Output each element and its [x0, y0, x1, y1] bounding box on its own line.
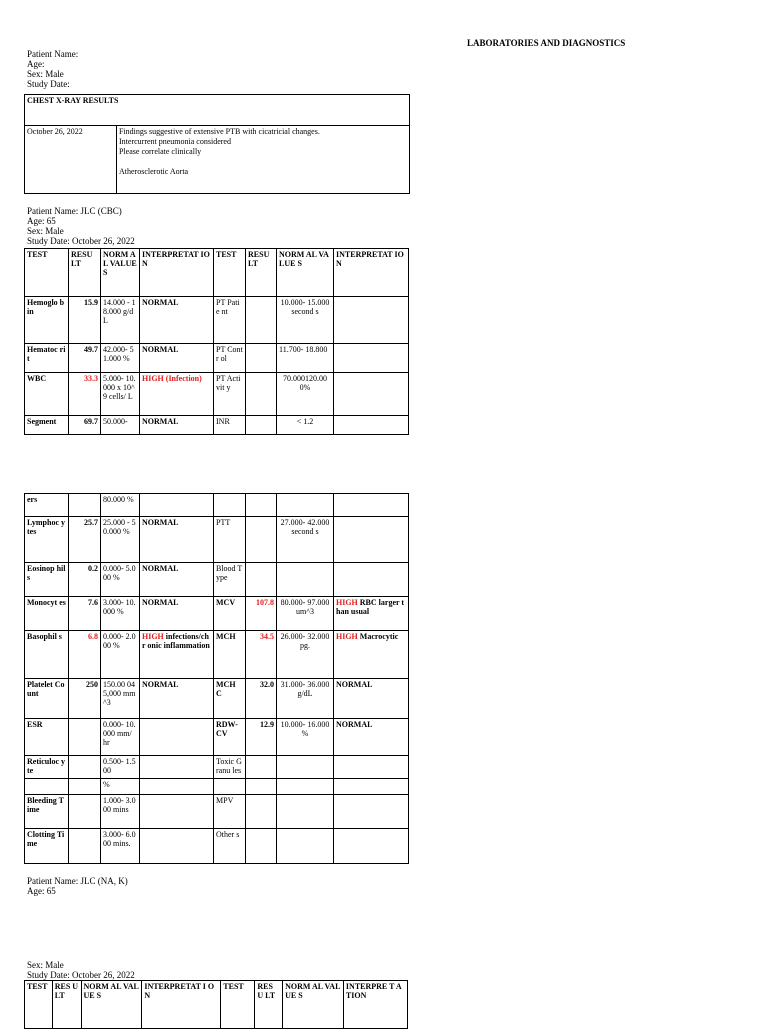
interpretation: NORMAL: [140, 297, 214, 344]
test-name: ESR: [25, 719, 69, 756]
table-row: [25, 679, 409, 719]
test-name: INR: [214, 416, 246, 435]
interpretation: NORMAL: [334, 679, 409, 719]
test-result: [69, 795, 101, 829]
test-name: Lymphoc ytes: [25, 517, 69, 563]
normal-value: 10.000- 15.000 second s: [277, 297, 334, 344]
col-header: INTERPRE T A TION: [343, 981, 407, 1029]
interpretation: [334, 779, 409, 795]
cbc-patient-info: [27, 206, 135, 246]
normal-value: 25.000 - 50.000 %: [101, 517, 140, 563]
interpretation: [334, 563, 409, 597]
normal-value: 31.000- 36.000 g/dL: [277, 679, 334, 719]
interpretation: NORMAL: [140, 679, 214, 719]
interpretation: HIGH (Infection): [140, 373, 214, 416]
interpretation: [334, 344, 409, 373]
interpretation: NORMAL: [140, 517, 214, 563]
normal-value: 80.000- 97.000 um^3: [277, 597, 334, 631]
cbc-table-part-2: [24, 493, 409, 864]
normal-value: 80.000 %: [101, 494, 140, 517]
test-result: [69, 756, 101, 779]
test-result: 250: [69, 679, 101, 719]
normal-value: 0.000- 2.000 %: [101, 631, 140, 679]
col-header: RESU LT: [246, 249, 277, 297]
normal-value: [277, 494, 334, 517]
test-result: [246, 829, 277, 864]
col-header: RES U LT: [52, 981, 81, 1029]
test-name: Hematoc rit: [25, 344, 69, 373]
normal-value: 27.000- 42.000 second s: [277, 517, 334, 563]
test-name: Hemoglo bin: [25, 297, 69, 344]
table-row: [25, 416, 409, 435]
col-header: TEST: [214, 249, 246, 297]
test-result: 0.2: [69, 563, 101, 597]
normal-value: 0.500- 1.500: [101, 756, 140, 779]
col-header: INTERPRETAT I ON: [142, 981, 221, 1029]
electrolytes-table: [24, 980, 408, 1029]
interpretation: NORMAL: [140, 563, 214, 597]
col-header: NORM AL VALUE S: [283, 981, 344, 1029]
test-result: [69, 719, 101, 756]
table-row: [25, 563, 409, 597]
test-name: RDW- CV: [214, 719, 246, 756]
test-name: [214, 779, 246, 795]
table-row: [25, 297, 409, 344]
test-result: [246, 795, 277, 829]
interpretation: NORMAL: [334, 719, 409, 756]
xray-patient-info: [27, 49, 78, 89]
test-name: [214, 494, 246, 517]
interpretation: [140, 719, 214, 756]
normal-value: [277, 829, 334, 864]
xray-finding: Atherosclerotic Aorta: [119, 167, 189, 176]
interpretation: NORMAL: [140, 597, 214, 631]
interpretation: [140, 795, 214, 829]
age-label: Age: 65: [27, 216, 56, 226]
test-name: PT Contr ol: [214, 344, 246, 373]
interpretation: HIGH RBC larger than usual: [334, 597, 409, 631]
interpretation: [334, 297, 409, 344]
study-date-label: Study Date: October 26, 2022: [27, 236, 135, 246]
table-row: [25, 344, 409, 373]
table-row: [25, 719, 409, 756]
test-result: [246, 563, 277, 597]
test-result: [246, 494, 277, 517]
test-name: PT Activit y: [214, 373, 246, 416]
interpretation: NORMAL: [140, 416, 214, 435]
normal-value: 5.000- 10.000 x 10^9 cells/ L: [101, 373, 140, 416]
test-result: [246, 344, 277, 373]
test-result: 12.9: [246, 719, 277, 756]
normal-value: 1.000- 3.000 mins: [101, 795, 140, 829]
test-name: MCH: [214, 631, 246, 679]
table-row: [25, 779, 409, 795]
age-label: Age: 65: [27, 886, 56, 896]
patient-name-label: Patient Name:: [27, 49, 79, 59]
normal-value: 70.000120.00 0%: [277, 373, 334, 416]
test-result: [246, 756, 277, 779]
interpretation: [334, 517, 409, 563]
col-header: NORM AL VALUE S: [101, 249, 140, 297]
xray-finding: Intercurrent pneumonia considered: [119, 137, 231, 146]
table-row: [25, 795, 409, 829]
test-name: Basophil s: [25, 631, 69, 679]
interpretation: [334, 829, 409, 864]
normal-value: 3.000- 10.000 %: [101, 597, 140, 631]
table-row: [25, 597, 409, 631]
test-result: [246, 416, 277, 435]
col-header: TEST: [25, 249, 69, 297]
xray-date: October 26, 2022: [25, 126, 117, 194]
normal-value: 11.700- 18.800: [277, 344, 334, 373]
interpretation: [334, 373, 409, 416]
col-header: RES U LT: [255, 981, 283, 1029]
test-result: [246, 779, 277, 795]
test-result: 49.7: [69, 344, 101, 373]
test-name: MCH C: [214, 679, 246, 719]
test-result: [246, 373, 277, 416]
page-title: LABORATORIES AND DIAGNOSTICS: [467, 38, 626, 48]
test-name: Monocyt es: [25, 597, 69, 631]
xray-finding: Please correlate clinically: [119, 147, 202, 156]
test-result: 107.8: [246, 597, 277, 631]
interpretation: HIGH infections/chr onic inflammation: [140, 631, 214, 679]
col-header: NORM AL VALUE S: [277, 249, 334, 297]
normal-value: %: [101, 779, 140, 795]
test-result: [69, 494, 101, 517]
col-header: INTERPRETAT ION: [140, 249, 214, 297]
normal-value: [277, 779, 334, 795]
test-result: 34.5: [246, 631, 277, 679]
test-name: Platelet Count: [25, 679, 69, 719]
sex-label: Sex: Male: [27, 226, 64, 236]
test-name: Other s: [214, 829, 246, 864]
interpretation: HIGH Macrocytic: [334, 631, 409, 679]
test-result: [69, 779, 101, 795]
nak-patient-info-cont: [27, 960, 135, 980]
table-row: [25, 517, 409, 563]
test-name: PTT: [214, 517, 246, 563]
normal-value: 42.000- 51.000 %: [101, 344, 140, 373]
table-row: [25, 373, 409, 416]
sex-label: Sex: Male: [27, 960, 64, 970]
interpretation: [334, 795, 409, 829]
test-result: [246, 517, 277, 563]
interpretation: [140, 779, 214, 795]
study-date-label: Study Date:: [27, 79, 70, 89]
test-name: Blood Type: [214, 563, 246, 597]
test-result: 69.7: [69, 416, 101, 435]
patient-name-label: Patient Name: JLC (CBC): [27, 206, 122, 216]
test-name: WBC: [25, 373, 69, 416]
nak-patient-info: [27, 876, 128, 896]
study-date-label: Study Date: October 26, 2022: [27, 970, 135, 980]
interpretation: [140, 756, 214, 779]
xray-findings: [117, 126, 410, 194]
test-name: Segment: [25, 416, 69, 435]
test-name: PT Patie nt: [214, 297, 246, 344]
test-name: Bleeding Time: [25, 795, 69, 829]
normal-value: 150.00 045,000 mm^3: [101, 679, 140, 719]
test-name: Reticuloc yte: [25, 756, 69, 779]
test-result: 6.8: [69, 631, 101, 679]
age-label: Age:: [27, 59, 45, 69]
xray-finding: Findings suggestive of extensive PTB with cicatricial changes.: [119, 127, 320, 136]
test-name: Clotting Time: [25, 829, 69, 864]
test-name: MPV: [214, 795, 246, 829]
col-header: TEST: [221, 981, 255, 1029]
normal-value: < 1.2: [277, 416, 334, 435]
test-name: [25, 779, 69, 795]
col-header: INTERPRETAT ION: [334, 249, 409, 297]
xray-finding: [119, 157, 407, 167]
chest-xray-table: [24, 94, 410, 194]
interpretation: [334, 416, 409, 435]
interpretation: [334, 494, 409, 517]
normal-value: 0.000- 5.000 %: [101, 563, 140, 597]
col-header: NORM AL VALUE S: [81, 981, 142, 1029]
normal-value: 14.000 - 18.000 g/dL: [101, 297, 140, 344]
interpretation: [334, 756, 409, 779]
table-row: [25, 494, 409, 517]
normal-value: [277, 795, 334, 829]
normal-value: 3.000- 6.000 mins.: [101, 829, 140, 864]
test-result: 15.9: [69, 297, 101, 344]
col-header: RESU LT: [69, 249, 101, 297]
test-result: [69, 829, 101, 864]
normal-value: 10.000- 16.000 %: [277, 719, 334, 756]
normal-value: [277, 756, 334, 779]
test-result: 32.0: [246, 679, 277, 719]
table-row: [25, 631, 409, 679]
test-name: Eosinop hils: [25, 563, 69, 597]
interpretation: NORMAL: [140, 344, 214, 373]
cbc-table-part-1: [24, 248, 409, 435]
normal-value: 26.000- 32.000 pg.: [277, 631, 334, 679]
normal-value: 50.000-: [101, 416, 140, 435]
normal-value: [277, 563, 334, 597]
test-result: 33.3: [69, 373, 101, 416]
test-name: Toxic Granu les: [214, 756, 246, 779]
table-row: [25, 829, 409, 864]
normal-value: 0.000- 10.000 mm/ hr: [101, 719, 140, 756]
test-name: ers: [25, 494, 69, 517]
test-result: 7.6: [69, 597, 101, 631]
patient-name-label: Patient Name: JLC (NA, K): [27, 876, 128, 886]
interpretation: [140, 829, 214, 864]
test-name: MCV: [214, 597, 246, 631]
xray-heading: CHEST X-RAY RESULTS: [25, 95, 410, 126]
sex-label: Sex: Male: [27, 69, 64, 79]
interpretation: [140, 494, 214, 517]
col-header: TEST: [25, 981, 53, 1029]
table-row: [25, 756, 409, 779]
test-result: 25.7: [69, 517, 101, 563]
test-result: [246, 297, 277, 344]
